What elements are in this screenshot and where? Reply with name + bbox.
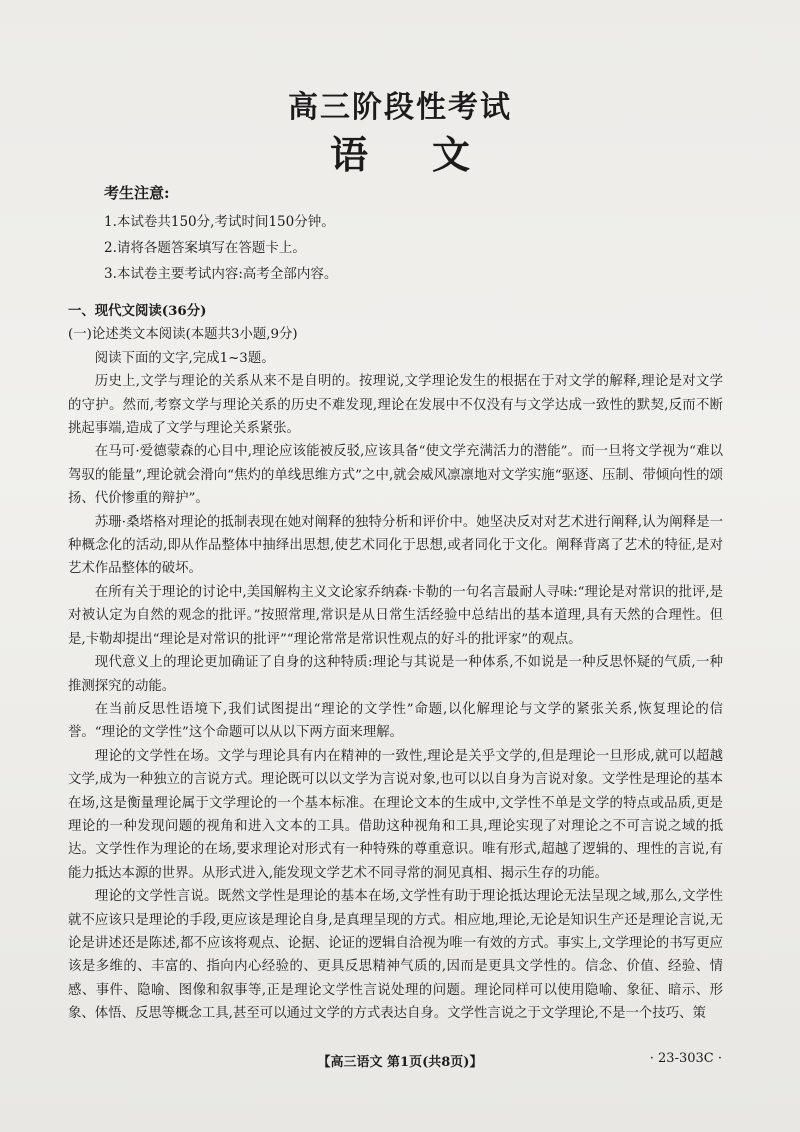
exam-title: 高三阶段性考试 [288,90,512,125]
paper-code: · 23-303C · [649,1051,722,1066]
paragraph: 在马可·爱德蒙森的心目中,理论应该能被反驳,应该具备“使文学充满活力的潜能”。而一旦将文学视为“难以驾驭的能量”,理论就会滑向“焦灼的单线思维方式”之中,就会威风凛凛地对文学实施“驱逐、压制、带倾向性的颂扬、代价惨重的辩护”。 [68,444,723,507]
notice-block [104,182,704,287]
page-label: 【高三语文 第1页(共8页)】 [317,1055,483,1070]
paragraph: 历史上,文学与理论的关系从来不是自明的。按理说,文学理论发生的根据在于对文学的解释,理论是对文学的守护。然而,考察文学与理论关系的历史不难发现,理论在发展中不仅没有与文学达成一致性的默契,反而不断挑起事端,造成了文学与理论关系紧张。 [68,374,723,437]
subject-title: 语文 [329,132,534,177]
notice-item: 2.请将各题答案填写在答题卡上。 [104,240,306,256]
section-subtitle: (一)论述类文本阅读(本题共3小题,9分) [68,327,298,343]
instruction: 阅读下面的文字,完成1~3题。 [94,350,275,366]
paragraph: 在所有关于理论的讨论中,美国解构主义文论家乔纳森·卡勒的一句名言最耐人寻味:“理论是对常识的批评,是对被认定为自然的观念的批评。”按照常理,常识是从日常生活经验中总结出的基本道理,具有天然的合理性。但是,卡勒却提出“理论是对常识的批评”“理论常常是常识性观点的好斗的批评家”的观点。 [68,584,723,647]
paragraph: 理论的文学性言说。既然文学性是理论的基本在场,文学性有助于理论抵达理论无法呈现之域,那么,文学性就不应该只是理论的手段,更应该是理论自身,是真理呈现的方式。相应地,理论,无论是知识生产还是理论言说,无论是讲述还是陈述,都不应该将观点、论据、论证的逻辑自洽视为唯一有效的方式。事实上,文学理论的书写更应该是多维的、丰富的、指向内心经验的、更具反思精神气质的,因而是更具文学性的。信念、价值、经验、情感、事件、隐喻、图像和叙事等,正是理论文学性言说处理的问题。理论同样可以使用隐喻、象征、暗示、形象、体悟、反思等概念工具,甚至可以通过文学的方式表达自身。文学性言说之于文学理论,不是一个技巧、策 [68,889,723,1022]
paragraph: 苏珊·桑塔格对理论的抵制表现在她对阐释的独特分析和评价中。她坚决反对对艺术进行阐释,认为阐释是一种概念化的活动,即从作品整体中抽绎出思想,使艺术同化于思想,或者同化于文化。阐释背离了艺术的特征,是对艺术作品整体的破坏。 [68,514,723,577]
paragraph: 理论的文学性在场。文学与理论具有内在精神的一致性,理论是关乎文学的,但是理论一旦形成,就可以超越文学,成为一种独立的言说方式。理论既可以以文学为言说对象,也可以以自身为言说对象。文学性是理论的基本在场,这是衡量理论属于文学理论的一个基本标准。在理论文本的生成中,文学性不单是文学的特点或品质,更是理论的一种发现问题的视角和进入文本的工具。借助这种视角和工具,理论实现了对理论之不可言说之域的抵达。文学性作为理论的在场,要求理论对形式有一种特殊的尊重意识。唯有形式,超越了逻辑的、理性的言说,有能力抵达本源的世界。从形式进入,能发现文学艺术不同寻常的洞见真相、揭示生存的功能。 [68,748,723,881]
notice-heading: 考生注意: [104,184,170,202]
notice-item: 1.本试卷共150分,考试时间150分钟。 [104,214,335,230]
section-title: 一、现代文阅读(36分) [68,303,207,319]
paragraph: 现代意义上的理论更加确证了自身的这种特质:理论与其说是一种体系,不如说是一种反思怀疑的气质,一种推测探究的动能。 [68,655,723,694]
page-footer [0,1051,800,1075]
reading-section [68,300,723,1026]
notice-item: 3.本试卷主要考试内容:高考全部内容。 [104,266,338,282]
paragraph: 在当前反思性语境下,我们试图提出“理论的文学性”命题,以化解理论与文学的紧张关系,恢复理论的信誉。“理论的文学性”这个命题可以从以下两方面来理解。 [68,701,723,741]
